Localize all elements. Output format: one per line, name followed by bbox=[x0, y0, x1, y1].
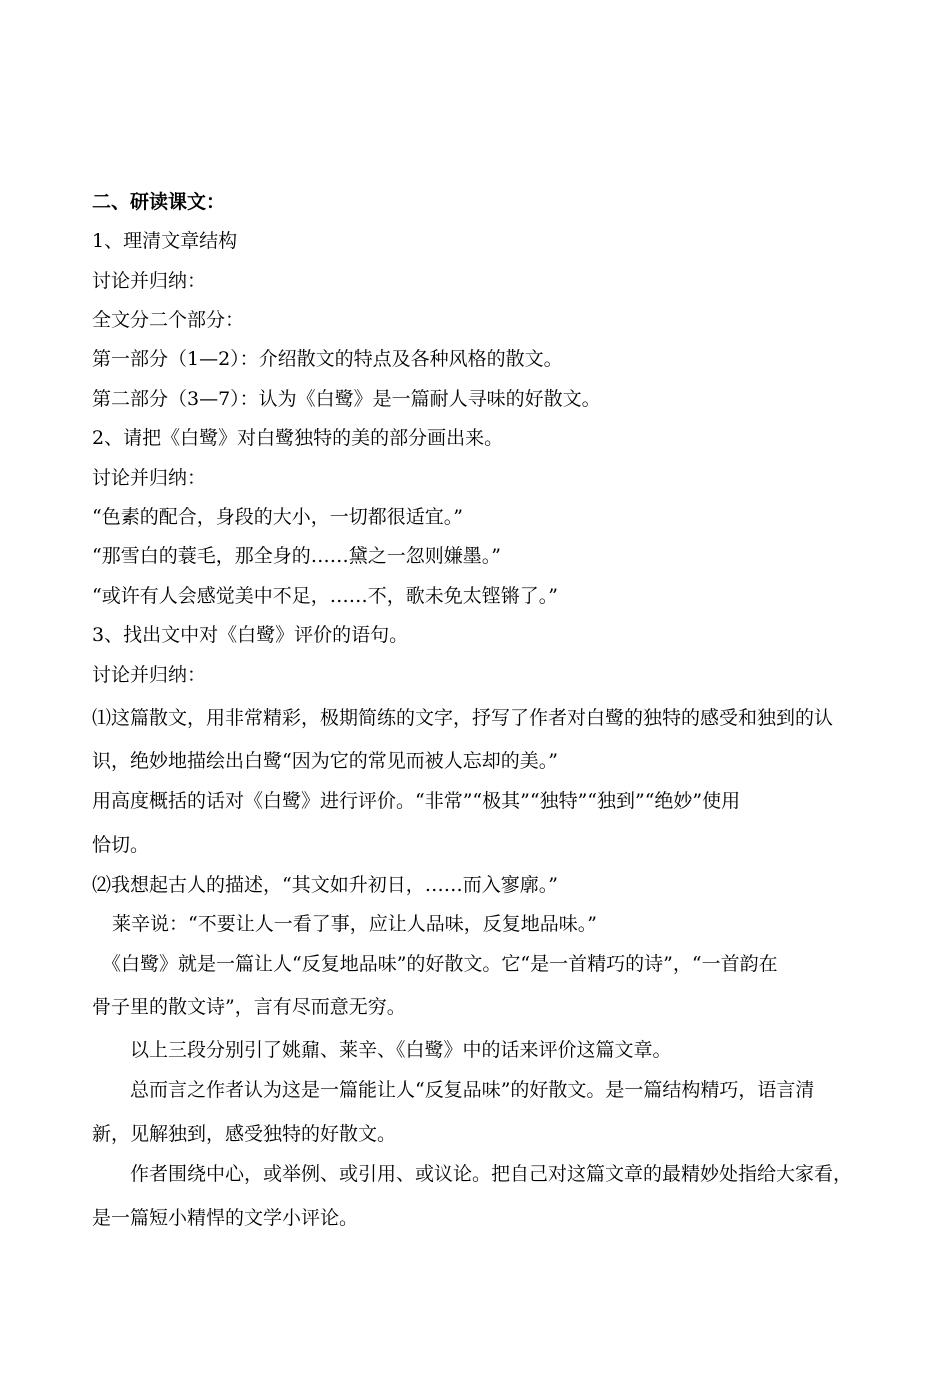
summary-paragraph-2-line2: 新，见解独到，感受独特的好散文。 bbox=[92, 1123, 397, 1145]
q3-item2-line2: 莱辛说：“不要让人一看了事，应让人品味，反复地品味。” bbox=[112, 913, 597, 935]
q3-item1-line2: 识，绝妙地描绘出白鹭“因为它的常见而被人忘却的美。” bbox=[92, 750, 558, 772]
q3-title: 3、找出文中对《白鹭》评价的语句。 bbox=[92, 624, 409, 646]
q3-item1-line1: ⑴这篇散文，用非常精彩，极期简练的文字，抒写了作者对白鹭的独特的感受和独到的认 bbox=[92, 707, 834, 729]
q1-discuss-label: 讨论并归纳： bbox=[92, 270, 207, 292]
q3-item2-line1: ⑵我想起古人的描述，“其文如升初日，……而入寥廓。” bbox=[92, 874, 558, 896]
q2-title: 2、请把《白鹭》对白鹭独特的美的部分画出来。 bbox=[92, 427, 504, 449]
q2-quote-1: “色素的配合，身段的大小，一切都很适宜。” bbox=[92, 506, 463, 528]
q3-item2-line4: 骨子里的散文诗”，言有尽而意无穷。 bbox=[92, 996, 406, 1018]
section-heading: 二、研读课文： bbox=[92, 191, 226, 213]
q2-quote-2: “那雪白的蓑毛，那全身的……黛之一忽则嫌墨。” bbox=[92, 545, 501, 567]
q2-quote-3: “或许有人会感觉美中不足，……不，歌未免太铿锵了。” bbox=[92, 585, 558, 607]
q1-part1: 第一部分（1—2）：介绍散文的特点及各种风格的散文。 bbox=[92, 348, 563, 370]
summary-paragraph-3-line2: 是一篇短小精悍的文学小评论。 bbox=[92, 1207, 359, 1229]
q3-item1-line4: 恰切。 bbox=[92, 834, 150, 856]
q3-item2-line3: 《白鹭》就是一篇让人“反复地品味”的好散文。它“是一首精巧的诗”，“一首韵在 bbox=[102, 953, 778, 975]
q1-title: 1、理清文章结构 bbox=[92, 230, 238, 252]
q3-item1-line3: 用高度概括的话对《白鹭》进行评价。“非常”“极其”“独特”“独到”“绝妙”使用 bbox=[92, 790, 741, 812]
q2-discuss-label: 讨论并归纳： bbox=[92, 467, 207, 489]
q1-summary: 全文分二个部分： bbox=[92, 309, 245, 331]
q3-discuss-label: 讨论并归纳： bbox=[92, 664, 207, 686]
q1-part2: 第二部分（3—7）：认为《白鹭》是一篇耐人寻味的好散文。 bbox=[92, 388, 601, 410]
summary-paragraph-3-line1: 作者围绕中心，或举例、或引用、或议论。把自己对这篇文章的最精妙处指给大家看， bbox=[130, 1163, 853, 1185]
summary-paragraph-2-line1: 总而言之作者认为这是一篇能让人“反复品味”的好散文。是一篇结构精巧，语言清 bbox=[130, 1079, 815, 1101]
summary-paragraph-1: 以上三段分别引了姚鼐、莱辛、《白鹭》中的话来评价这篇文章。 bbox=[130, 1039, 672, 1061]
